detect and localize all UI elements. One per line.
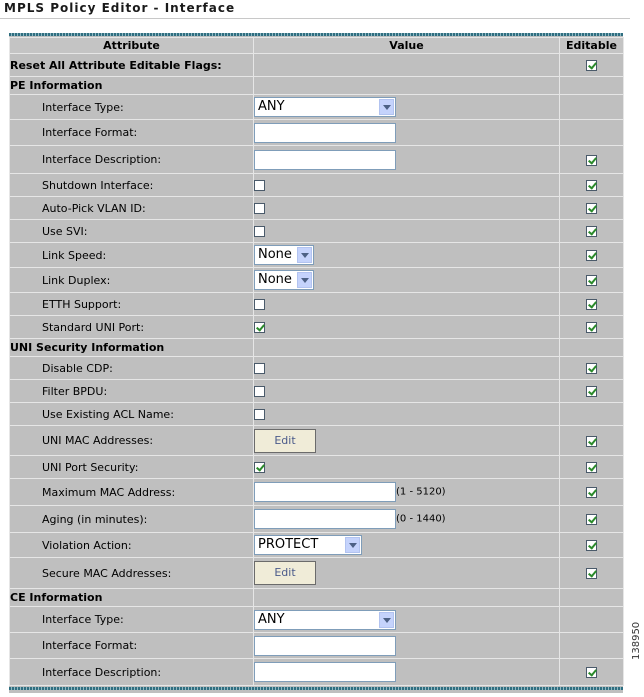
chevron-down-icon: [297, 247, 312, 263]
shutdown-interface-label: Shutdown Interface:: [10, 174, 254, 197]
disable-cdp-editable[interactable]: [586, 363, 597, 374]
aging-range: (0 - 1440): [396, 513, 446, 525]
panel-bottom-border: [9, 687, 623, 690]
figure-id: 138950: [631, 621, 642, 660]
aging-input[interactable]: [254, 509, 396, 529]
max-mac-editable[interactable]: [586, 487, 597, 498]
shutdown-interface-checkbox[interactable]: [254, 180, 265, 191]
link-duplex-editable[interactable]: [586, 275, 597, 286]
reset-flags-label: Reset All Attribute Editable Flags:: [10, 54, 254, 77]
pe-interface-format-label: Interface Format:: [10, 120, 254, 146]
disable-cdp-label: Disable CDP:: [10, 357, 254, 380]
secure-mac-editable[interactable]: [586, 568, 597, 579]
link-duplex-select[interactable]: None: [254, 270, 314, 290]
aging-label: Aging (in minutes):: [10, 506, 254, 533]
filter-bpdu-label: Filter BPDU:: [10, 380, 254, 403]
ce-interface-description-input[interactable]: [254, 662, 396, 682]
header-editable: Editable: [560, 38, 624, 54]
link-duplex-label: Link Duplex:: [10, 268, 254, 293]
uni-port-security-editable[interactable]: [586, 462, 597, 473]
link-speed-editable[interactable]: [586, 250, 597, 261]
ce-interface-description-editable[interactable]: [586, 667, 597, 678]
section-pe-information: PE Information: [10, 77, 254, 95]
etth-support-checkbox[interactable]: [254, 299, 265, 310]
panel-top-border: [9, 33, 623, 36]
uni-mac-addresses-editable[interactable]: [586, 436, 597, 447]
violation-action-editable[interactable]: [586, 540, 597, 551]
pe-interface-description-input[interactable]: [254, 150, 396, 170]
pe-interface-format-input[interactable]: [254, 123, 396, 143]
secure-mac-label: Secure MAC Addresses:: [10, 558, 254, 589]
uni-mac-addresses-label: UNI MAC Addresses:: [10, 426, 254, 456]
use-svi-label: Use SVI:: [10, 220, 254, 243]
header-attribute: Attribute: [10, 38, 254, 54]
uni-mac-edit-button[interactable]: Edit: [254, 429, 316, 453]
title-divider: [0, 18, 630, 19]
page-title: MPLS Policy Editor - Interface: [4, 1, 236, 15]
standard-uni-port-editable[interactable]: [586, 322, 597, 333]
section-uni-security: UNI Security Information: [10, 339, 254, 357]
ce-interface-format-label: Interface Format:: [10, 633, 254, 659]
chevron-down-icon: [345, 537, 360, 553]
secure-mac-edit-button[interactable]: Edit: [254, 561, 316, 585]
chevron-down-icon: [379, 99, 394, 115]
pe-interface-type-select[interactable]: ANY: [254, 97, 396, 117]
section-ce-information: CE Information: [10, 589, 254, 607]
disable-cdp-checkbox[interactable]: [254, 363, 265, 374]
use-svi-editable[interactable]: [586, 226, 597, 237]
max-mac-range: (1 - 5120): [396, 486, 446, 498]
auto-pick-vlan-editable[interactable]: [586, 203, 597, 214]
reset-flags-checkbox[interactable]: [586, 60, 597, 71]
etth-support-editable[interactable]: [586, 299, 597, 310]
chevron-down-icon: [297, 272, 312, 288]
max-mac-label: Maximum MAC Address:: [10, 479, 254, 506]
filter-bpdu-editable[interactable]: [586, 386, 597, 397]
auto-pick-vlan-label: Auto-Pick VLAN ID:: [10, 197, 254, 220]
standard-uni-port-checkbox[interactable]: [254, 322, 265, 333]
ce-interface-type-label: Interface Type:: [10, 607, 254, 633]
link-speed-label: Link Speed:: [10, 243, 254, 268]
auto-pick-vlan-checkbox[interactable]: [254, 203, 265, 214]
header-value: Value: [254, 38, 560, 54]
use-existing-acl-label: Use Existing ACL Name:: [10, 403, 254, 426]
use-svi-checkbox[interactable]: [254, 226, 265, 237]
attribute-table: [9, 37, 624, 686]
link-speed-select[interactable]: None: [254, 245, 314, 265]
use-existing-acl-checkbox[interactable]: [254, 409, 265, 420]
pe-interface-description-editable[interactable]: [586, 155, 597, 166]
standard-uni-port-label: Standard UNI Port:: [10, 316, 254, 339]
ce-interface-type-select[interactable]: ANY: [254, 610, 396, 630]
ce-interface-format-input[interactable]: [254, 636, 396, 656]
max-mac-input[interactable]: [254, 482, 396, 502]
violation-action-label: Violation Action:: [10, 533, 254, 558]
filter-bpdu-checkbox[interactable]: [254, 386, 265, 397]
aging-editable[interactable]: [586, 514, 597, 525]
uni-port-security-checkbox[interactable]: [254, 462, 265, 473]
etth-support-label: ETTH Support:: [10, 293, 254, 316]
ce-interface-description-label: Interface Description:: [10, 659, 254, 686]
violation-action-select[interactable]: PROTECT: [254, 535, 362, 555]
pe-interface-type-label: Interface Type:: [10, 95, 254, 120]
shutdown-interface-editable[interactable]: [586, 180, 597, 191]
chevron-down-icon: [379, 612, 394, 628]
uni-port-security-label: UNI Port Security:: [10, 456, 254, 479]
pe-interface-description-label: Interface Description:: [10, 146, 254, 174]
